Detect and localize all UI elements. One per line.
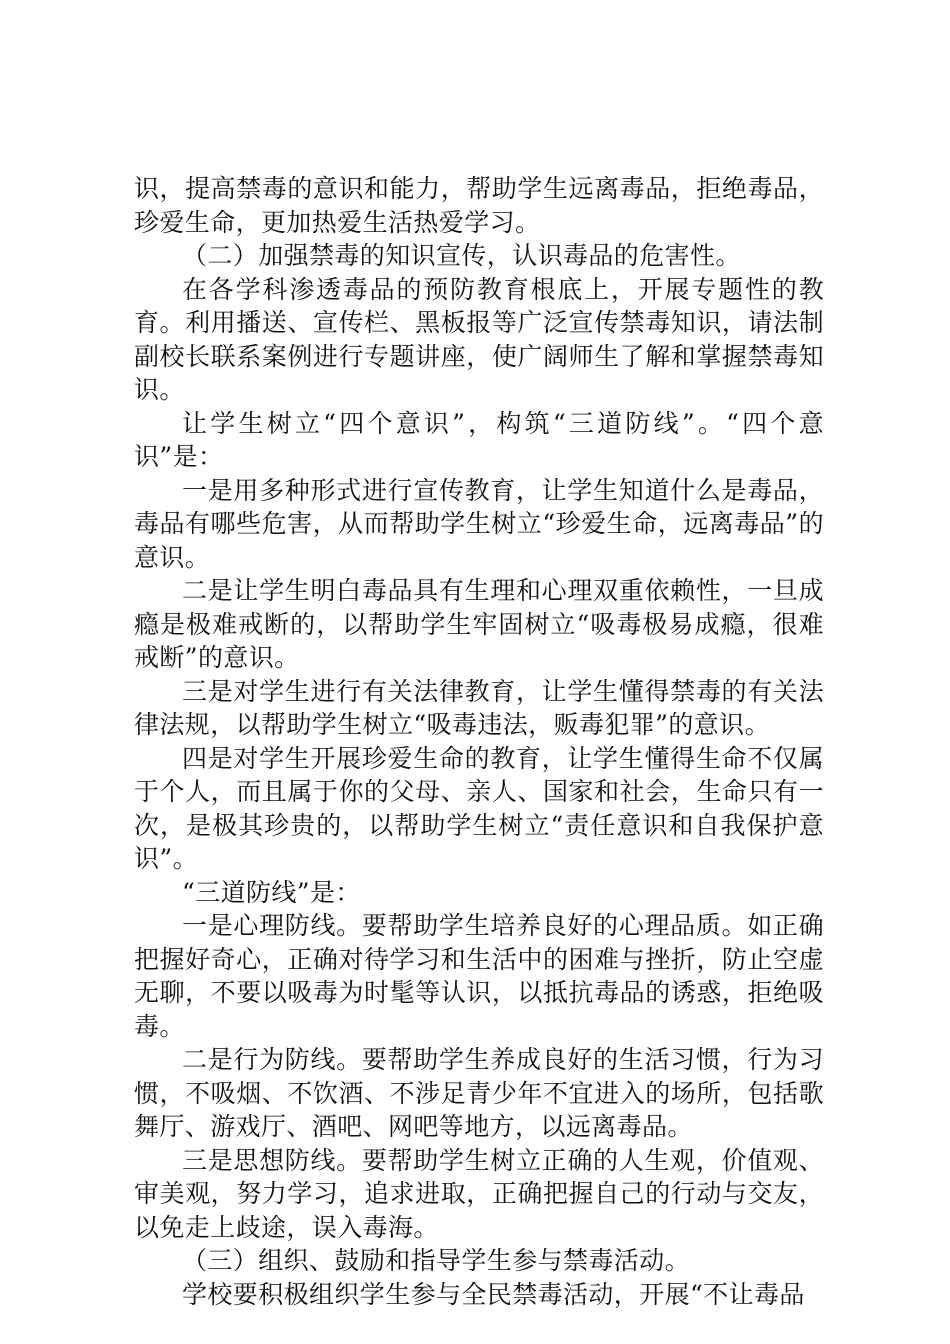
paragraph-activities: 学校要积极组织学生参与全民禁毒活动，开展“不让毒品 [182, 1279, 805, 1309]
paragraph-awareness-1: 一是用多种形式进行宣传教育，让学生知道什么是毒品，毒品有哪些危害，从而帮助学生树立“珍爱生命，远离毒品”的意识。 [134, 475, 824, 572]
paragraph-defense-3: 三是思想防线。要帮助学生树立正确的人生观，价值观、审美观，努力学习，追求进取，正确把握自己的行动与交友，以免走上歧途，误入毒海。 [134, 1145, 824, 1242]
section-heading-2: （二）加强禁毒的知识宣传，认识毒品的危害性。 [182, 241, 741, 270]
paragraph-defense-1: 一是心理防线。要帮助学生培养良好的心理品质。如正确把握好奇心，正确对待学习和生活中的困难与挫折，防止空虚无聊，不要以吸毒为时髦等认识，以抵抗毒品的诱惑，拒绝吸毒。 [134, 911, 824, 1041]
paragraph-awareness-4: 四是对学生开展珍爱生命的教育，让学生懂得生命不仅属于个人，而且属于你的父母、亲人、国家和社会，生命只有一次，是极其珍贵的，以帮助学生树立“责任意识和自我保护意识”。 [134, 743, 824, 873]
section-heading-3: （三）组织、鼓励和指导学生参与禁毒活动。 [182, 1246, 691, 1275]
document-body [134, 172, 824, 1311]
paragraph-three-defenses-intro: “三道防线”是： [182, 877, 361, 907]
paragraph-awareness-2: 二是让学生明白毒品具有生理和心理双重依赖性，一旦成瘾是极难戒断的，以帮助学生牢固树立“吸毒极易成瘾，很难戒断”的意识。 [134, 576, 824, 672]
paragraph-continuation: 识，提高禁毒的意识和能力，帮助学生远离毒品，拒绝毒品，珍爱生命，更加热爱生活热爱学习。 [134, 174, 824, 237]
paragraph-knowledge-promotion: 在各学科渗透毒品的预防教育根底上，开展专题性的教育。利用播送、宣传栏、黑板报等广泛宣传禁毒知识，请法制副校长联系案例进行专题讲座，使广阔师生了解和掌握禁毒知识。 [134, 274, 824, 404]
paragraph-awareness-3: 三是对学生进行有关法律教育，让学生懂得禁毒的有关法律法规，以帮助学生树立“吸毒违法，贩毒犯罪”的意识。 [134, 676, 824, 739]
paragraph-four-awareness-intro: 让学生树立“四个意识”，构筑“三道防线”。“四个意识”是： [134, 408, 824, 471]
paragraph-defense-2: 二是行为防线。要帮助学生养成良好的生活习惯，行为习惯，不吸烟、不饮酒、不涉足青少年不宜进入的场所，包括歌舞厅、游戏厅、酒吧、网吧等地方，以远离毒品。 [134, 1045, 824, 1141]
